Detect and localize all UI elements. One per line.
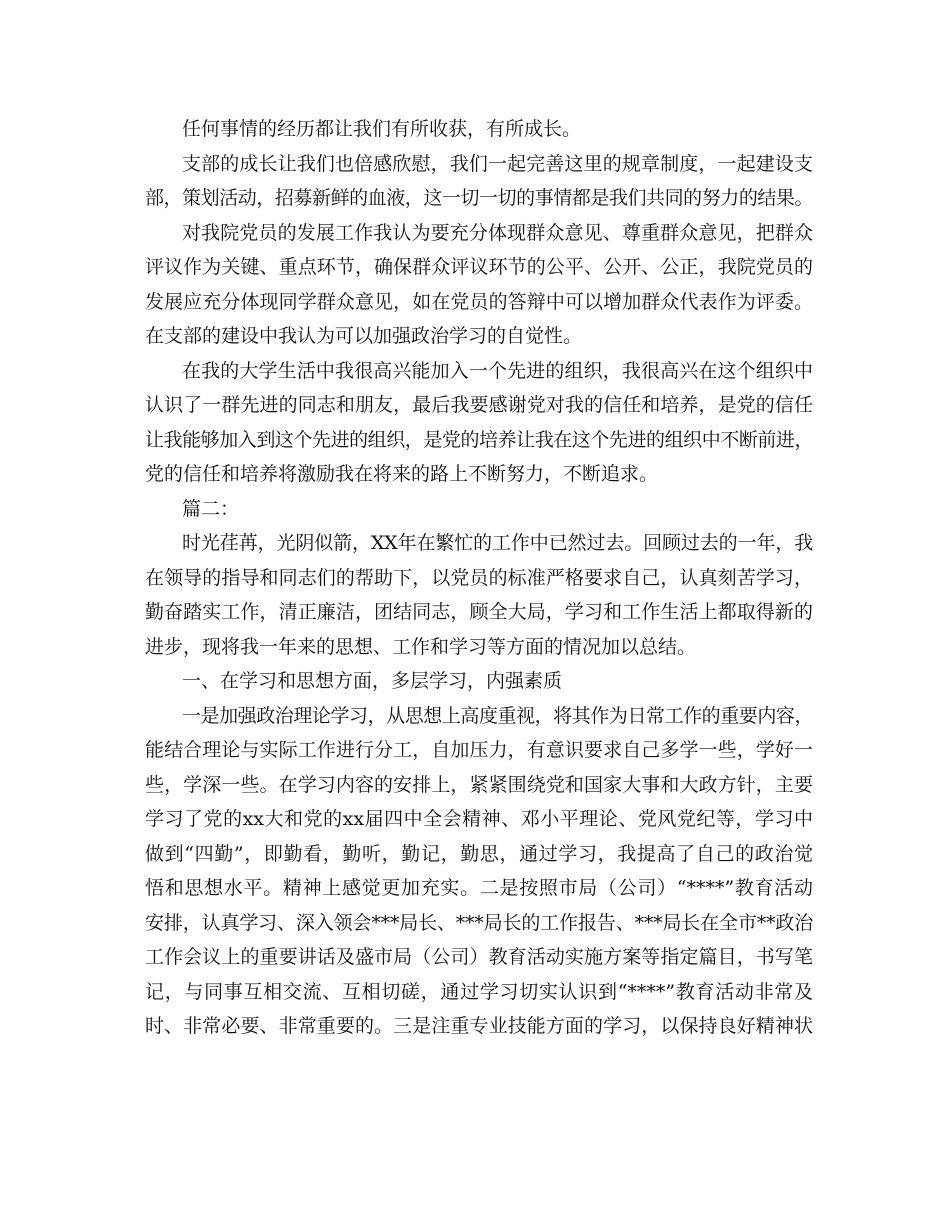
text-line: 时、非常必要、非常重要的。三是注重专业技能方面的学习，以保持良好精神状 bbox=[145, 1015, 813, 1037]
paragraph-first-line: 篇二： bbox=[182, 497, 240, 520]
text-line: 进步，现将我一年来的思想、工作和学习等方面的情况加以总结。 bbox=[145, 635, 697, 658]
text-line: 勤奋踏实工作，清正廉洁，团结同志，顾全大局，学习和工作生活上都取得新的 bbox=[145, 601, 813, 623]
text-line: 悟和思想水平。精神上感觉更加充实。二是按照市局（公司）“****”教育活动 bbox=[145, 877, 813, 899]
text-line: 学习了党的xx大和党的xx届四中全会精神、邓小平理论、党风党纪等，学习中 bbox=[145, 808, 813, 830]
text-line: 评议作为关键、重点环节，确保群众评议环节的公平、公开、公正，我院党员的 bbox=[145, 256, 813, 278]
text-line: 在领导的指导和同志们的帮助下，以党员的标准严格要求自己，认真刻苦学习， bbox=[145, 566, 813, 589]
text-line: 党的信任和培养将激励我在将来的路上不断努力，不断追求。 bbox=[145, 463, 659, 485]
paragraph-first-line: 对我院党员的发展工作我认为要充分体现群众意见、尊重群众意见，把群众 bbox=[182, 221, 813, 244]
body-text bbox=[145, 112, 813, 1044]
text-line: 能结合理论与实际工作进行分工，自加压力，有意识要求自己多学一些，学好一 bbox=[145, 739, 813, 761]
paragraph-first-line: 支部的成长让我们也倍感欣慰，我们一起完善这里的规章制度，一起建设支 bbox=[182, 152, 813, 175]
text-line: 认识了一群先进的同志和朋友，最后我要感谢党对我的信任和培养，是党的信任 bbox=[145, 394, 813, 416]
text-line: 部，策划活动，招募新鲜的血液，这一切一切的事情都是我们共同的努力的结果。 bbox=[145, 187, 813, 209]
text-line: 让我能够加入到这个先进的组织，是党的培养让我在这个先进的组织中不断前进， bbox=[145, 428, 813, 451]
paragraph-first-line: 任何事情的经历都让我们有所收获，有所成长。 bbox=[182, 118, 582, 140]
paragraph-first-line: 时光荏苒，光阴似箭，XX年在繁忙的工作中已然过去。回顾过去的一年，我 bbox=[182, 532, 813, 554]
text-line: 安排，认真学习、深入领会***局长、***局长的工作报告、***局长在全市**政治 bbox=[145, 911, 813, 934]
text-line: 些，学深一些。在学习内容的安排上，紧紧围绕党和国家大事和大政方针，主要 bbox=[145, 773, 813, 796]
paragraph-first-line: 一是加强政治理论学习，从思想上高度重视，将其作为日常工作的重要内容， bbox=[182, 704, 813, 727]
text-line: 在支部的建设中我认为可以加强政治学习的自觉性。 bbox=[145, 325, 583, 347]
text-line: 记，与同事互相交流、互相切磋，通过学习切实认识到“****”教育活动非常及 bbox=[145, 980, 813, 1003]
paragraph-first-line: 在我的大学生活中我很高兴能加入一个先进的组织，我很高兴在这个组织中 bbox=[182, 359, 813, 382]
text-line: 发展应充分体现同学群众意见，如在党员的答辩中可以增加群众代表作为评委。 bbox=[145, 290, 813, 313]
paragraph-first-line: 一、在学习和思想方面，多层学习，内强素质 bbox=[182, 670, 563, 692]
text-line: 做到“四勤”，即勤看，勤听，勤记，勤思，通过学习，我提高了自己的政治觉 bbox=[145, 842, 813, 865]
text-line: 工作会议上的重要讲话及盛市局（公司）教育活动实施方案等指定篇目，书写笔 bbox=[145, 946, 813, 968]
